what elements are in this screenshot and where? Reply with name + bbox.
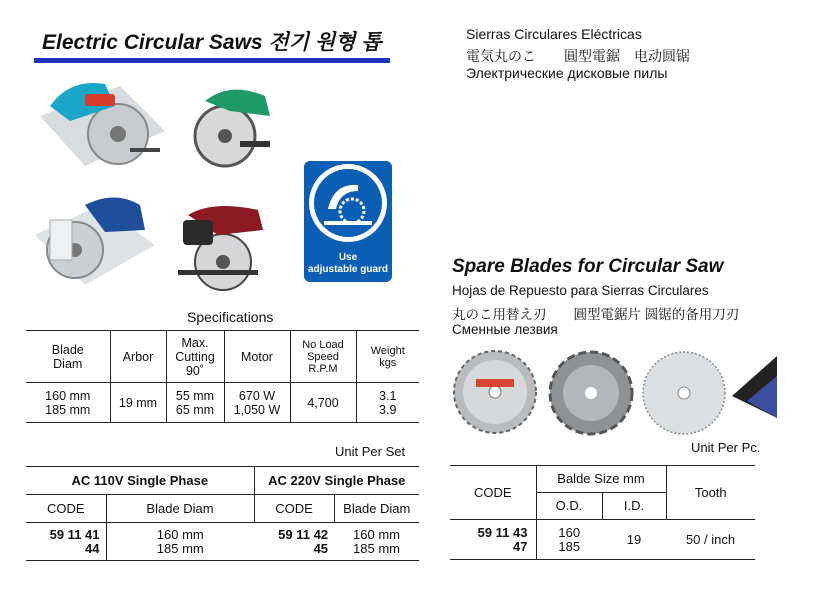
spec-header-speed: No Load Speed R.P.M: [290, 331, 356, 383]
saw-photo-red-cordless: [168, 200, 272, 295]
spare-blades-title: Spare Blades for Circular Saw: [452, 256, 724, 277]
spec-value-motor: 670 W 1,050 W: [224, 383, 290, 423]
spec-header-blade-diam: Blade Diam: [26, 331, 110, 383]
blade-col-od: O.D.: [536, 493, 602, 520]
adjustable-guard-sign: [304, 161, 392, 282]
col-diam-220: Blade Diam: [334, 495, 419, 523]
blade-photo-fine-tooth: [641, 350, 727, 436]
spare-subtitle-asian: 丸のこ用替え刃 圓型電鋸片 圆锯的备用刀刃: [452, 307, 740, 322]
spec-value-max-cutting: 55 mm 65 mm: [166, 383, 224, 423]
spec-value-row: [26, 383, 419, 423]
guard-sign-label-use: Use: [338, 252, 358, 263]
diam-110-cell: 160 mm 185 mm: [106, 523, 254, 561]
blade-col-size: Balde Size mm: [536, 466, 666, 493]
code-220-cell: 59 11 42 45: [254, 523, 334, 561]
blade-code-table: [450, 465, 755, 560]
unit-per-piece-label: Unit Per Pc.: [691, 440, 761, 455]
saw-code-table: [26, 466, 419, 561]
specifications-table: [26, 330, 419, 423]
title-underline: [34, 58, 390, 63]
blade-tooth-cell: 50 / inch: [666, 520, 755, 560]
saw-photo-blue-makita: [30, 76, 170, 176]
col-code-110: CODE: [26, 495, 106, 523]
code-value-row: [26, 523, 419, 561]
spec-value-speed: 4,700: [290, 383, 356, 423]
spec-value-arbor: 19 mm: [110, 383, 166, 423]
blade-col-tooth: Tooth: [666, 466, 755, 520]
spec-header-weight: Weight kgs: [356, 331, 419, 383]
spec-value-weight: 3.1 3.9: [356, 383, 419, 423]
spare-subtitle-spanish: Hojas de Repuesto para Sierras Circulares: [452, 283, 709, 298]
spare-subtitle-russian: Сменные лезвия: [452, 322, 558, 337]
unit-per-set-label: Unit Per Set: [335, 444, 406, 459]
diam-220-cell: 160 mm 185 mm: [334, 523, 419, 561]
saw-photo-blue-bosch: [30, 190, 160, 295]
guard-sign-circle: [309, 164, 387, 242]
subtitle-asian: 電気丸のこ 圓型電鋸 电动圆锯: [466, 48, 690, 64]
code-group-row: [26, 467, 419, 495]
saw-guard-icon: [314, 169, 382, 237]
blade-value-row: [450, 520, 755, 560]
guard-sign-label-guard: adjustable guard: [307, 264, 388, 275]
spec-header-motor: Motor: [224, 331, 290, 383]
col-diam-110: Blade Diam: [106, 495, 254, 523]
blade-photo-steel: [548, 350, 634, 436]
subtitle-spanish: Sierras Circulares Eléctricas: [466, 26, 642, 42]
code-header-row: [26, 495, 419, 523]
subtitle-russian: Электрические дисковые пилы: [466, 65, 668, 81]
blade-col-id: I.D.: [602, 493, 666, 520]
spec-value-blade-diam: 160 mm 185 mm: [26, 383, 110, 423]
col-code-220: CODE: [254, 495, 334, 523]
blade-header-row-1: [450, 466, 755, 493]
code-110-cell: 59 11 41 44: [26, 523, 106, 561]
blade-photo-closeup: [732, 356, 777, 418]
spec-header-row: [26, 331, 419, 383]
specifications-title: Specifications: [187, 309, 274, 325]
blade-id-cell: 19: [602, 520, 666, 560]
blade-od-cell: 160 185: [536, 520, 602, 560]
page-title: Electric Circular Saws 전기 원형 톱: [42, 31, 382, 54]
spec-header-arbor: Arbor: [110, 331, 166, 383]
saw-photo-green-hitachi: [185, 81, 277, 173]
blade-code-cell: 59 11 43 47: [450, 520, 536, 560]
group-ac220: AC 220V Single Phase: [254, 467, 419, 495]
blade-photo-carbide: [452, 349, 538, 435]
blade-col-code: CODE: [450, 466, 536, 520]
spec-header-max-cutting: Max. Cutting 90˚: [166, 331, 224, 383]
group-ac110: AC 110V Single Phase: [26, 467, 254, 495]
